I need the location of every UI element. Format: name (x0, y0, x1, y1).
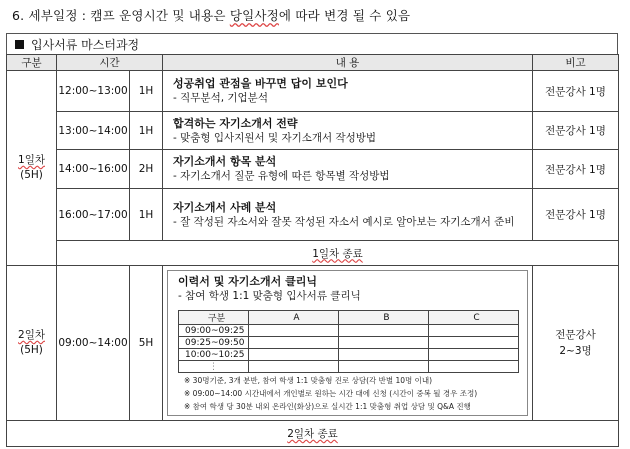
note-cell: 전문강사 1명 (533, 189, 619, 241)
slot-cell (249, 325, 339, 337)
session-title: 자기소개서 사례 분석 (173, 200, 277, 214)
section-title-bar (6, 33, 618, 54)
session-title: 자기소개서 항목 분석 (173, 155, 277, 168)
time-cell: 09:00~14:00 (57, 266, 130, 421)
session-desc: - 맞춤형 입사지원서 및 자기소개서 작성방법 (173, 131, 377, 144)
time-cell: 16:00~17:00 (57, 189, 130, 241)
day2-duration: (5H) (20, 344, 43, 356)
session-desc: - 자기소개서 질문 유형에 따른 항목별 작성방법 (173, 170, 390, 182)
slot-cell (339, 337, 429, 349)
table-header-row (7, 55, 619, 71)
day2-label: 2일차 (18, 329, 45, 341)
hours-cell: 2H (130, 150, 163, 189)
schedule-row (179, 325, 519, 337)
slot-time: 09:00~09:25 (179, 325, 249, 337)
schedule-header: A (249, 311, 339, 325)
note-line: ※ 30명기준, 3개 분반, 참여 학생 1:1 맞춤형 진로 상담(각 반별 10명 이내) (184, 376, 433, 385)
slot-cell (429, 337, 519, 349)
schedule-row (179, 337, 519, 349)
hours-cell: 1H (130, 189, 163, 241)
clinic-box (167, 270, 528, 416)
slot-cell (429, 325, 519, 337)
header-time: 시간 (57, 55, 163, 71)
consultation-schedule-table (178, 310, 519, 373)
session-title: 성공취업 관점을 바꾸면 답이 보인다 (173, 77, 348, 90)
header-note: 비고 (533, 55, 619, 71)
slot-time: 10:00~10:25 (179, 349, 249, 361)
heading-wavy-word: 당일사정 (229, 8, 279, 23)
session-desc: - 직무분석, 기업분석 (173, 92, 268, 104)
slot-cell (339, 325, 429, 337)
table-row (7, 71, 619, 112)
schedule-header: 구분 (179, 311, 249, 325)
square-bullet-icon (15, 40, 24, 49)
teacher-count: 2~3명 (559, 345, 592, 357)
hours-cell: 1H (130, 71, 163, 112)
note-cell: 전문강사 1명 (533, 150, 619, 189)
day1-label: 1일차 (18, 154, 45, 166)
day1-end-text: 1일차 종료 (312, 247, 363, 260)
time-cell: 13:00~14:00 (57, 112, 130, 150)
heading-prefix: 6. 세부일정 : 캠프 운영시간 및 내용은 (12, 8, 230, 23)
teacher-label: 전문강사 (555, 329, 596, 341)
session-desc: - 잘 작성된 자소서와 잘못 작성된 자소서 예시로 알아보는 자기소개서 준비 (173, 215, 515, 228)
content-cell (163, 150, 533, 189)
table-row (7, 150, 619, 189)
hours-cell: 5H (130, 266, 163, 421)
section-title: 입사서류 마스터과정 (31, 37, 140, 52)
table-row (7, 112, 619, 150)
slot-cell (429, 361, 519, 373)
day1-cell (7, 71, 57, 266)
header-content: 내 용 (163, 55, 533, 71)
heading-suffix: 에 따라 변경 될 수 있음 (278, 8, 411, 23)
note-cell: 전문강사 1명 (533, 71, 619, 112)
session-desc: - 참여 학생 1:1 맞춤형 입사서류 클리닉 (178, 290, 361, 302)
content-cell (163, 189, 533, 241)
schedule-notes (178, 374, 519, 413)
time-cell: 12:00~13:00 (57, 71, 130, 112)
clinic-content (168, 271, 527, 415)
slot-cell (249, 361, 339, 373)
session-title: 합격하는 자기소개서 전략 (173, 116, 298, 130)
day2-end-cell (7, 421, 619, 447)
content-cell (163, 266, 533, 421)
note-line: ※ 참여 학생 당 30분 내외 온라인(화상)으로 실시간 1:1 맞춤형 취업 상담 및 Q&A 진행 (184, 402, 471, 411)
schedule-heading (12, 6, 410, 24)
schedule-header: B (339, 311, 429, 325)
content-cell (163, 112, 533, 150)
time-cell: 14:00~16:00 (57, 150, 130, 189)
slot-cell (249, 349, 339, 361)
note-line: ※ 09:00~14:00 시간내에서 개인별로 원하는 시간 대에 신청 (시간이 중복 될 경우 조정) (184, 389, 478, 398)
note-cell (533, 266, 619, 421)
ellipsis-cell: ⋮ (179, 361, 249, 373)
header-category: 구분 (7, 55, 57, 71)
schedule-row (179, 349, 519, 361)
hours-cell: 1H (130, 112, 163, 150)
schedule-table (6, 54, 619, 447)
schedule-row (179, 361, 519, 373)
day1-duration: (5H) (20, 169, 43, 181)
schedule-header-row (179, 311, 519, 325)
note-cell: 전문강사 1명 (533, 112, 619, 150)
slot-cell (429, 349, 519, 361)
table-row (7, 266, 619, 421)
day1-end-row (7, 241, 619, 266)
day2-end-text: 2일차 종료 (287, 428, 338, 440)
day1-end-cell (57, 241, 619, 266)
slot-time: 09:25~09:50 (179, 337, 249, 349)
schedule-header: C (429, 311, 519, 325)
day2-cell (7, 266, 57, 421)
content-cell (163, 71, 533, 112)
day2-end-row (7, 421, 619, 447)
slot-cell (339, 361, 429, 373)
table-row (7, 189, 619, 241)
slot-cell (249, 337, 339, 349)
slot-cell (339, 349, 429, 361)
session-title: 이력서 및 자기소개서 클리닉 (178, 275, 318, 288)
